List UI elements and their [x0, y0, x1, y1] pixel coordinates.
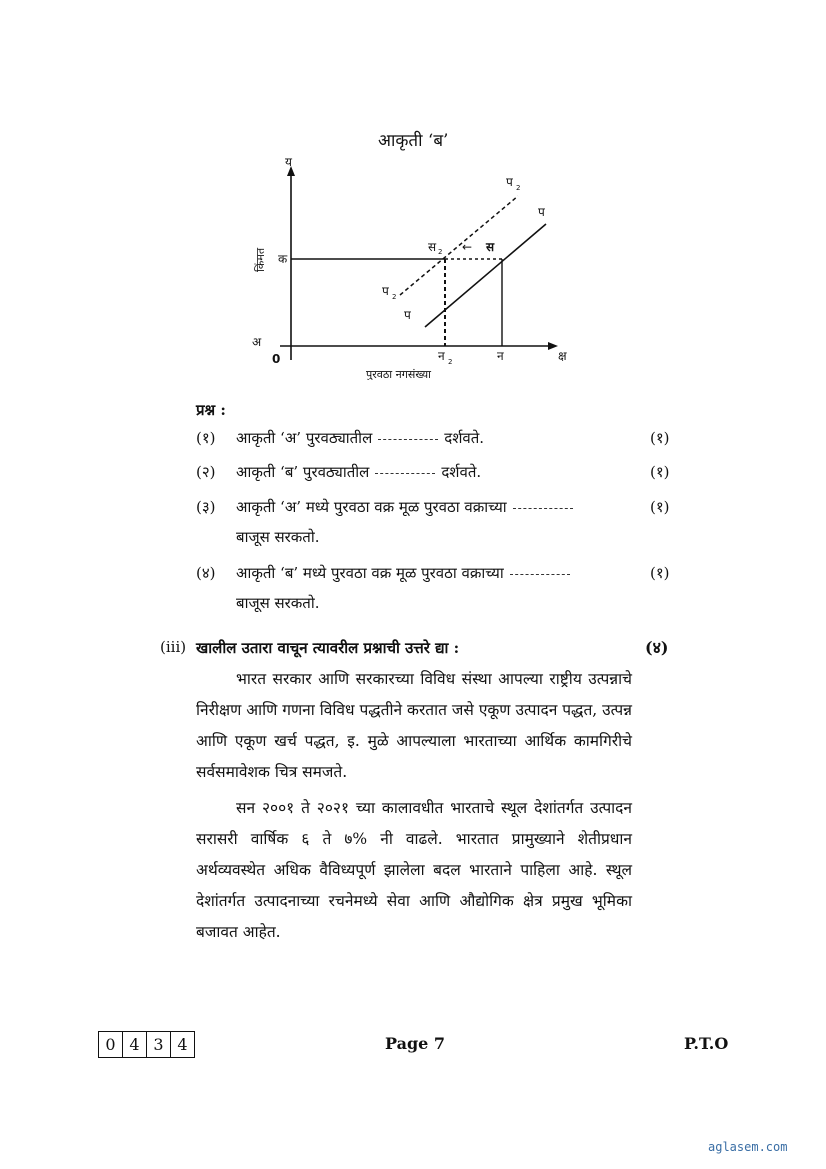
label-p2-top-sub: 2: [516, 184, 521, 192]
label-s: स: [486, 240, 495, 254]
arrow-mark: ←: [462, 240, 473, 254]
question-text: आकृती ‘ब’ मध्ये पुरवठा वक्र मूळ पुरवठा वक्राच्या: [236, 564, 504, 582]
site-watermark: aglasem.com: [708, 1140, 788, 1154]
x-axis-arrow: [548, 342, 558, 350]
question-mark: (१): [650, 429, 670, 447]
questions-heading: प्रश्न :: [196, 401, 226, 419]
answer-blank: [510, 574, 570, 575]
label-n2-sub: 2: [448, 358, 453, 366]
label-n: न: [497, 349, 504, 363]
figure-title: आकृती ‘ब’: [378, 131, 449, 151]
label-p2-low: प: [382, 284, 389, 298]
question-number: (३): [196, 498, 216, 516]
label-p-low: प: [404, 308, 411, 322]
paper-code: [98, 1031, 195, 1058]
answer-blank: [513, 508, 573, 509]
passage-paragraph-1: भारत सरकार आणि सरकारच्या विविध संस्था आपल्या राष्ट्रीय उत्पन्नाचे निरीक्षण आणि गणना विविध पद्धतीने करतात जसे एकूण उत्पादन पद्धत, उत्पन्न आणि एकूण खर्च पद्धत, इ. मुळे आपल्याला भारताच्या आर्थिक कामगिरीचे सर्वसमावेशक चित्र समजते.: [196, 670, 632, 781]
label-a: अ: [252, 335, 262, 349]
question-continuation: बाजूस सरकतो.: [236, 594, 320, 612]
question-number: (४): [196, 564, 216, 582]
passage-paragraph-2: सन २००१ ते २०२१ च्या कालावधीत भारताचे स्थूल देशांतर्गत उत्पादन सरासरी वार्षिक ६ ते ७% नी वाढले. भारतात प्रामुख्याने शेतीप्रधान अर्थव्यवस्थेत अधिक वैविध्यपूर्ण झालेला बदल भारताने पाहिला आहे. स्थूल देशांतर्गत उत्पादनाच्या रचनेमध्ये सेवा आणि औद्योगिक क्षेत्र प्रमुख भूमिका बजावत आहेत.: [196, 799, 632, 941]
label-s2: स: [428, 240, 437, 254]
label-k: क: [278, 252, 288, 266]
question-2: [196, 462, 481, 482]
question-text: आकृती ‘अ’ मध्ये पुरवठा वक्र मूळ पुरवठा वक्राच्या: [236, 498, 507, 516]
question-text: आकृती ‘ब’ पुरवठ्यातील: [236, 463, 370, 481]
label-origin: 0: [272, 352, 281, 366]
supply-curve-p2: [400, 196, 518, 295]
question-text: आकृती ‘अ’ पुरवठ्यातील: [236, 429, 373, 447]
page-number: Page 7: [385, 1034, 446, 1053]
y-axis-letter: य: [285, 155, 292, 169]
question-number: (२): [196, 463, 216, 481]
label-p2-top: प: [506, 175, 513, 189]
question-mark: (१): [650, 564, 670, 582]
question-continuation: बाजूस सरकतो.: [236, 528, 320, 546]
section-title: खालील उतारा वाचून त्यावरील प्रश्नाची उत्तरे द्या :: [196, 639, 460, 657]
y-axis-label: किंमत: [254, 247, 267, 272]
question-text-end: दर्शवते.: [441, 463, 482, 481]
code-digit: 0: [99, 1032, 123, 1057]
section-label: (iii): [160, 638, 187, 656]
question-1: [196, 428, 484, 448]
code-digit: 3: [147, 1032, 171, 1057]
question-number: (१): [196, 429, 216, 447]
question-text-end: दर्शवते.: [444, 429, 485, 447]
label-p-top: प: [538, 205, 545, 219]
section-marks: (४): [645, 638, 669, 657]
x-axis-letter: क्ष: [558, 349, 567, 363]
question-mark: (१): [650, 463, 670, 481]
pto-label: P.T.O: [684, 1034, 729, 1053]
code-digit: 4: [123, 1032, 147, 1057]
question-mark: (१): [650, 498, 670, 516]
question-4: [196, 563, 576, 583]
label-n2: न: [438, 349, 445, 363]
label-p2-low-sub: 2: [392, 293, 397, 301]
answer-blank: [375, 473, 435, 474]
x-axis-label: पुरवठा नगसंख्या: [366, 368, 431, 380]
answer-blank: [378, 439, 438, 440]
supply-graph: [240, 150, 580, 380]
label-s2-sub: 2: [438, 248, 443, 256]
code-digit: 4: [177, 1035, 188, 1054]
question-3: [196, 497, 579, 517]
